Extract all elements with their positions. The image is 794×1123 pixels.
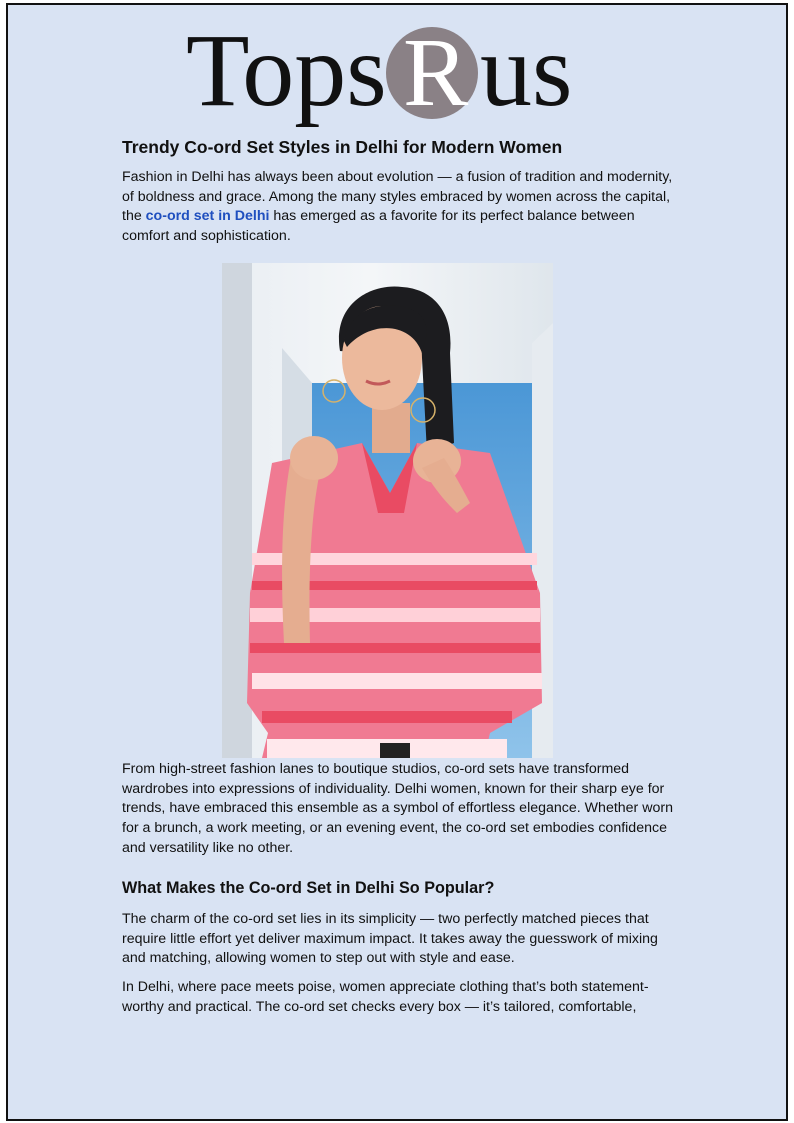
woman-kaftan-photo	[222, 263, 553, 758]
paragraph-3: The charm of the co-ord set lies in its simplicity — two perfectly matched pieces that require little effort yet deliver maximum impact. It takes away the guesswork of mixing and matching, allowing women to step out with style and ease.	[122, 911, 658, 967]
logo-text-tops: Tops	[186, 13, 387, 128]
co-ord-set-delhi-link[interactable]: co-ord set in Delhi	[145, 208, 270, 225]
intro-text-after: has emerged as a favorite for its perfect balance between comfort and sophistication.	[122, 208, 635, 245]
logo-text-r: R	[403, 19, 469, 127]
topsrus-logo	[184, 13, 604, 133]
paragraph-2: From high-street fashion lanes to boutique studios, co-ord sets have transformed wardrobes into expressions of individuality. Delhi women, known for their sharp eye for trends, have embraced this ensemble as a symbol of effortless elegance. Whether worn for a brunch, a work meeting, or an evening event, the co-ord set embodies confidence and versatility like no other.	[122, 761, 673, 856]
section-heading: What Makes the Co-ord Set in Delhi So Popular?	[122, 879, 495, 897]
logo-text-us: us	[480, 13, 573, 128]
document-page	[6, 3, 788, 1121]
intro-text-before: Fashion in Delhi has always been about evolution — a fusion of tradition and modernity, of boldness and grace. Among the many styles embraced by women across the capital, the	[122, 169, 673, 225]
intro-paragraph	[122, 168, 682, 247]
article-title: Trendy Co-ord Set Styles in Delhi for Modern Women	[122, 137, 563, 157]
paragraph-4: In Delhi, where pace meets poise, women appreciate clothing that’s both statement-worthy and practical. The co-ord set checks every box — it’s tailored, comfortable,	[122, 979, 649, 1015]
